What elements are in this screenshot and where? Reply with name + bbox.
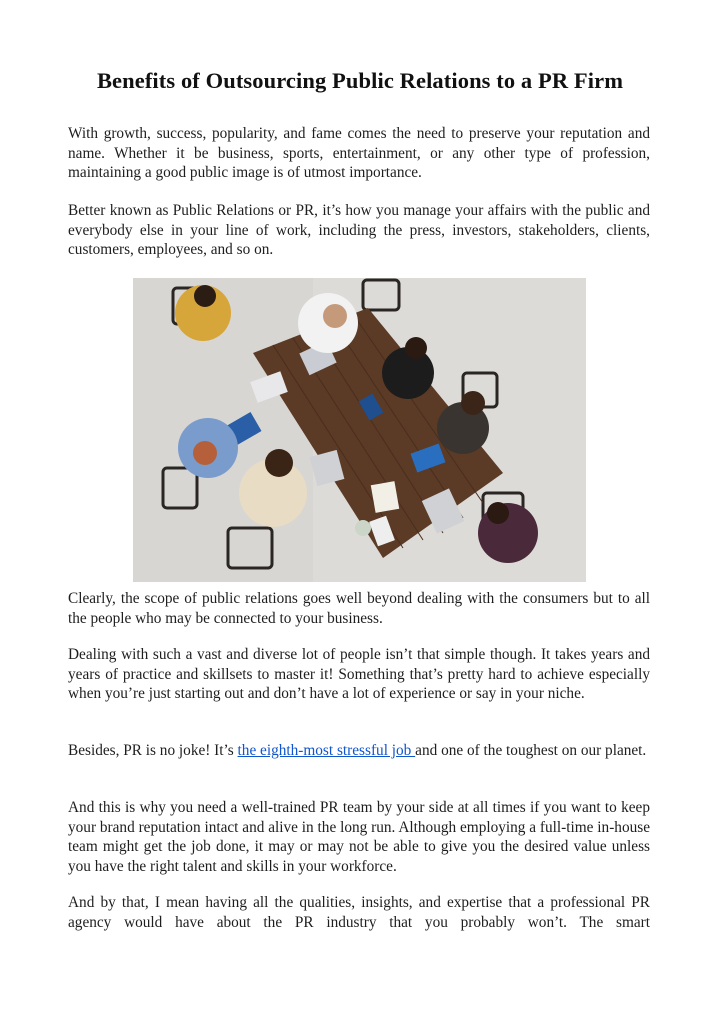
paragraph-5 xyxy=(68,741,650,761)
paragraph-7: And by that, I mean having all the qualities, insights, and expertise that a professional PR agency would have about the PR industry that you probably won’t. The smart xyxy=(68,894,650,931)
paragraph-6: And this is why you need a well-trained PR team by your side at all times if you want to keep your brand reputation intact and alive in the long run. Although employing a full-time in-house team might get the job done, it may or may not be able to give you the desired value unless you have the right talent and skills in your workforce. xyxy=(68,799,650,875)
article-title: Benefits of Outsourcing Public Relations to a PR Firm xyxy=(96,68,624,93)
team-meeting-photo xyxy=(133,278,586,582)
stressful-job-link[interactable]: the eighth-most stressful job xyxy=(237,742,416,759)
paragraph-5-text-before: Besides, PR is no joke! It’s xyxy=(68,742,238,759)
paragraph-5-text-after: and one of the toughest on our planet. xyxy=(415,742,647,759)
paragraph-1: With growth, success, popularity, and fame comes the need to preserve your reputation and name. Whether it be business, sports, entertainment, or any other type of profession, maintaining a good public image is of utmost importance. xyxy=(68,125,650,182)
paragraph-2: Better known as Public Relations or PR, it’s how you manage your affairs with the public and everybody else in your line of work, including the press, investors, stakeholders, clients, customers, employees, and so on. xyxy=(68,202,650,259)
paragraph-3: Clearly, the scope of public relations goes well beyond dealing with the consumers but to all the people who may be connected to your business. xyxy=(68,590,650,627)
paragraph-4: Dealing with such a vast and diverse lot of people isn’t that simple though. It takes years and years of practice and skillsets to master it! Something that’s pretty hard to achieve especially when you’re just starting out and don’t have a lot of experience or say in your niche. xyxy=(68,646,650,703)
